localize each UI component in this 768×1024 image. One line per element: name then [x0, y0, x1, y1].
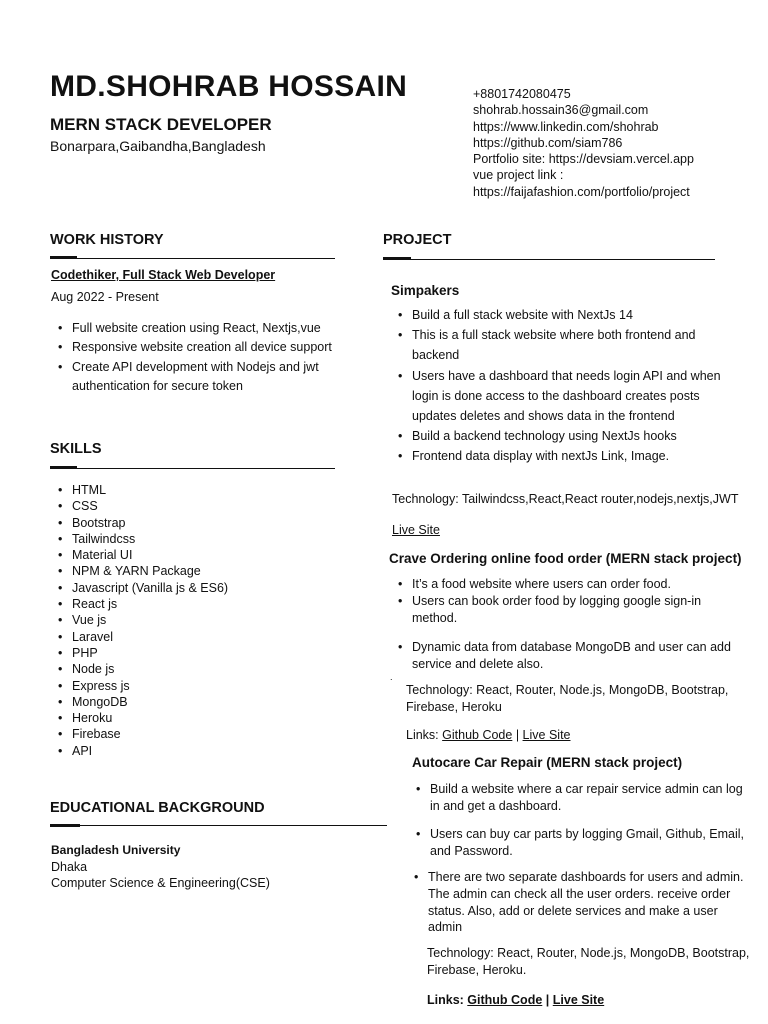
contact-block: [473, 86, 694, 200]
linkedin-link[interactable]: https://www.linkedin.com/shohrab: [473, 119, 659, 134]
project-title: PROJECT: [383, 232, 452, 248]
list-item: • There are two separate dashboards for users and admin. The admin can check all the user orders. receive order status. Also, add or delete services and make a user admin: [407, 869, 747, 936]
portfolio-link[interactable]: Portfolio site: https://devsiam.vercel.app: [473, 152, 694, 167]
project-autocare-bullet-2: [409, 826, 747, 860]
vue-project-label: vue project link :: [473, 168, 564, 183]
skill-item: • HTML: [51, 482, 228, 498]
education-institution: Bangladesh University: [51, 843, 181, 857]
list-item: • Users have a dashboard that needs login API and when login is done access to the dashboard creates posts updates deletes and shows data in the frontend: [391, 366, 731, 427]
skill-item: • Express js: [51, 678, 228, 694]
list-item: • Dynamic data from database MongoDB and user can add service and delete also.: [391, 639, 737, 672]
work-history-divider: [50, 258, 335, 259]
skill-item: • React js: [51, 596, 228, 612]
crave-github-code-link[interactable]: Github Code: [442, 728, 513, 742]
skill-item: • Bootstrap: [51, 515, 228, 531]
work-company-role: Codethiker, Full Stack Web Developer: [51, 268, 276, 282]
skill-item: • CSS: [51, 498, 228, 514]
list-item: • Frontend data display with nextJs Link, Image.: [391, 446, 731, 466]
skill-item: • Vue js: [51, 612, 228, 628]
project-accent: [383, 257, 411, 260]
list-item: • Build a backend technology using NextJs hooks: [391, 426, 731, 446]
education-accent: [50, 824, 80, 827]
skill-item: • Heroku: [51, 710, 228, 726]
project-crave-title: Crave Ordering online food order (MERN stack project): [389, 551, 742, 566]
links-label: Links:: [406, 728, 439, 742]
skill-item: • Node js: [51, 661, 228, 677]
project-simpakers-bullets: [391, 305, 731, 467]
list-item: • Build a full stack website with NextJs 14: [391, 305, 731, 325]
list-item: • Build a website where a car repair service admin can log in and get a dashboard.: [409, 781, 747, 815]
address: Bonarpara,Gaibandha,Bangladesh: [50, 138, 266, 154]
project-crave-bullets: [391, 576, 737, 627]
project-autocare-title: Autocare Car Repair (MERN stack project): [412, 755, 683, 770]
project-crave-links: [406, 727, 571, 744]
job-role: MERN STACK DEVELOPER: [50, 115, 272, 134]
phone: +8801742080475: [473, 87, 571, 101]
skill-item: • PHP: [51, 645, 228, 661]
skill-item: • NPM & YARN Package: [51, 563, 228, 579]
skills-list: [51, 482, 228, 759]
vue-project-link[interactable]: https://faijafashion.com/portfolio/project: [473, 184, 690, 199]
list-item: • Responsive website creation all device support: [51, 338, 351, 357]
links-label: Links:: [427, 993, 464, 1007]
project-autocare-links: [427, 992, 604, 1009]
skills-title: SKILLS: [50, 441, 102, 457]
work-dates: Aug 2022 - Present: [51, 290, 159, 304]
github-link[interactable]: https://github.com/siam786: [473, 135, 623, 150]
list-item: • Users can buy car parts by logging Gmail, Github, Email, and Password.: [409, 826, 747, 860]
stray-dot: .: [390, 672, 393, 682]
education-divider: [50, 825, 387, 826]
link-separator: |: [545, 993, 550, 1007]
autocare-github-code-link[interactable]: Github Code: [467, 993, 543, 1007]
email-link[interactable]: shohrab.hossain36@gmail.com: [473, 103, 649, 118]
skills-accent: [50, 466, 77, 469]
crave-live-site-link[interactable]: Live Site: [522, 728, 571, 742]
skill-item: • Javascript (Vanilla js & ES6): [51, 580, 228, 596]
project-crave-technology: Technology: React, Router, Node.js, MongoDB, Bootstrap, Firebase, Heroku: [406, 683, 729, 714]
list-item: • Users can book order food by logging google sign-in method.: [391, 593, 737, 627]
simpakers-live-site-link[interactable]: Live Site: [392, 523, 440, 537]
list-item: • Create API development with Nodejs and jwt authentication for secure token: [51, 358, 351, 397]
list-item: • It’s a food website where users can order food.: [391, 576, 737, 593]
project-divider: [383, 259, 715, 260]
work-bullets: [51, 319, 351, 396]
project-crave-bullets-2: [391, 639, 737, 672]
project-simpakers-technology: Technology: Tailwindcss,React,React router,nodejs,nextjs,JWT: [392, 492, 739, 506]
work-history-accent: [50, 256, 77, 259]
skill-item: • API: [51, 743, 228, 759]
skill-item: • MongoDB: [51, 694, 228, 710]
education-title: EDUCATIONAL BACKGROUND: [50, 800, 265, 816]
list-item: • Full website creation using React, Nextjs,vue: [51, 319, 351, 338]
autocare-live-site-link[interactable]: Live Site: [552, 993, 605, 1007]
skill-item: • Firebase: [51, 726, 228, 742]
skill-item: • Laravel: [51, 629, 228, 645]
project-simpakers-title: Simpakers: [391, 283, 460, 298]
education-degree: Computer Science & Engineering(CSE): [51, 876, 270, 890]
education-city: Dhaka: [51, 860, 88, 874]
skill-item: • Tailwindcss: [51, 531, 228, 547]
skill-item: • Material UI: [51, 547, 228, 563]
link-separator: |: [515, 728, 520, 742]
project-autocare-bullet-3: [407, 869, 747, 936]
project-autocare-technology: Technology: React, Router, Node.js, MongoDB, Bootstrap, Firebase, Heroku.: [427, 946, 750, 977]
work-history-title: WORK HISTORY: [50, 232, 164, 248]
project-autocare-bullet-1: [409, 781, 747, 815]
list-item: • This is a full stack website where both frontend and backend: [391, 325, 731, 365]
skills-divider: [50, 468, 335, 469]
candidate-name: MD.SHOHRAB HOSSAIN: [50, 70, 408, 103]
